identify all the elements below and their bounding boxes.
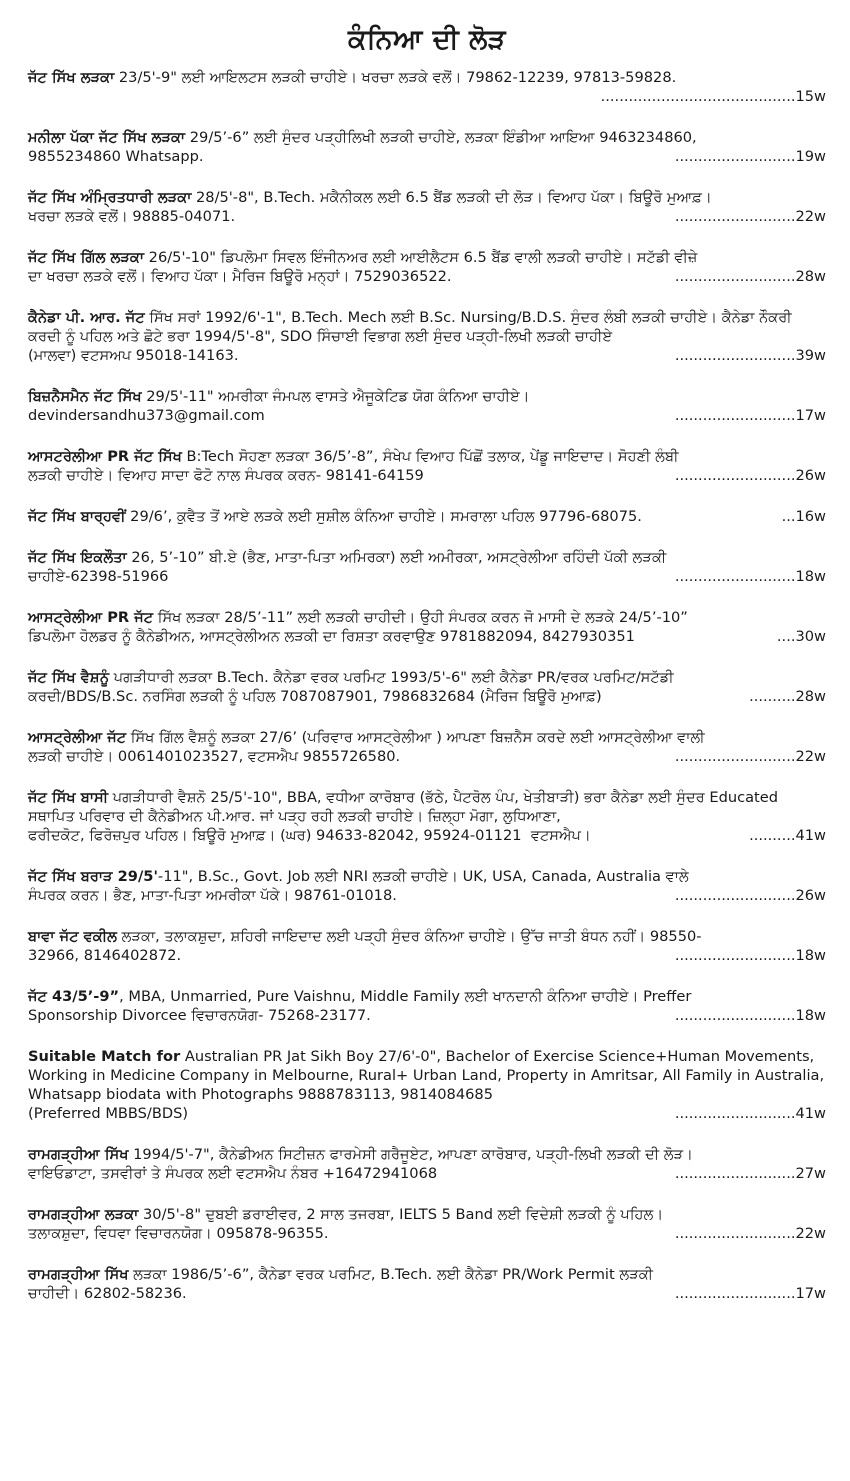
ad-lead: ਕੈਨੇਡਾ ਪੀ. ਆਰ. ਜੱਟ <box>28 309 145 326</box>
ad-code <box>667 207 826 226</box>
ad-tail <box>28 1224 826 1243</box>
ad-code <box>593 87 826 106</box>
ad-last-line: ਚਾਹੀਏ-62398-51966 <box>28 568 169 585</box>
classified-ad <box>28 1205 826 1243</box>
dot-leader: .......................... <box>674 208 796 225</box>
ad-code <box>667 1104 826 1123</box>
ad-lead: ਆਸਟ੍ਰੇਲੀਆ PR ਜੱਟ <box>28 609 154 626</box>
ad-tail <box>28 147 826 166</box>
ad-code-value: 17w <box>795 407 826 424</box>
classified-ad <box>28 987 826 1025</box>
ad-tail <box>28 207 826 226</box>
classified-ad <box>28 867 826 905</box>
ad-last-line: ਚਾਹੀਦੀ। 62802-58236. <box>28 1285 187 1302</box>
ad-last-line: ਦਾ ਖਰਚਾ ਲੜਕੇ ਵਲੋਂ। ਵਿਆਹ ਪੱਕਾ। ਮੈਰਿਜ ਬਿਊਰੋ ਮਨ੍ਹਾਂ। 7529036522. <box>28 268 452 285</box>
dot-leader: .......................... <box>674 1105 796 1122</box>
classified-ad <box>28 548 826 586</box>
ad-text: 23/5'-9" ਲਈ ਆਇਲਟਸ ਲੜਕੀ ਚਾਹੀਏ। ਖਰਚਾ ਲੜਕੇ ਵਲੋਂ। 79862-12239, 97813-59828. <box>114 69 677 86</box>
ad-last-line: ਤਲਾਕਸ਼ੁਦਾ, ਵਿਧਵਾ ਵਿਚਾਰਨਯੋਗ। 095878-96355. <box>28 1225 329 1242</box>
ad-tail <box>28 687 826 706</box>
ad-text: ਪਗੜੀਧਾਰੀ ਵੈਸ਼ਨੋ 25/5'-10", BBA, ਵਧੀਆ ਕਾਰੋਬਾਰ (ਭੱਠੇ, ਪੈਟਰੋਲ ਪੰਪ, ਖੇਤੀਬਾੜੀ) ਭਰਾ ਕੈਨੇਡਾ ਲਈ ਸੁੰਦਰ Educated ਸਥਾਪਿਤ ਪਰਿਵਾਰ ਦੀ ਕੈਨੇਡੀਅਨ ਪੀ.ਆਰ. ਜਾਂ ਪੜ੍ਹ ਰਹੀ ਲੜਕੀ ਚਾਹੀਏ। ਜ਼ਿਲ੍ਹਾ ਮੋਗਾ, ਲੁਧਿਆਣਾ, <box>28 789 779 825</box>
ad-lead: ਰਾਮਗੜ੍ਹੀਆ ਸਿੱਖ <box>28 1146 129 1163</box>
ad-lead: ਬਾਵਾ ਜੱਟ ਵਕੀਲ <box>28 928 117 945</box>
classified-ad <box>28 308 826 365</box>
dot-leader: .... <box>776 628 796 645</box>
classified-ad <box>28 728 826 766</box>
ad-lead: ਮਨੀਲਾ ਪੱਕਾ ਜੱਟ ਸਿੱਖ ਲੜਕਾ <box>28 129 186 146</box>
ad-code-value: 41w <box>795 827 826 844</box>
ad-body <box>28 1205 826 1224</box>
ad-tail <box>28 1006 826 1025</box>
ad-lead: Suitable Match for <box>28 1048 181 1065</box>
ad-last-line: ਲੜਕੀ ਚਾਹੀਏ। ਵਿਆਹ ਸਾਦਾ ਫੋਟੋ ਨਾਲ ਸੰਪਰਕ ਕਰਨ- 98141-64159 <box>28 467 424 484</box>
ad-last-line: (ਮਾਲਵਾ) ਵਟਸਅਪ 95018-14163. <box>28 347 239 364</box>
ad-code-value: 22w <box>795 748 826 765</box>
ad-tail <box>28 946 826 965</box>
classified-ad <box>28 608 826 646</box>
classified-ad <box>28 788 826 845</box>
dot-leader: .......................... <box>674 407 796 424</box>
ad-body <box>28 68 826 87</box>
ad-body <box>28 867 826 886</box>
ad-last-line: ਵਾਇਓਡਾਟਾ, ਤਸਵੀਰਾਂ ਤੇ ਸੰਪਰਕ ਲਈ ਵਟਸਐਪ ਨੰਬਰ +16472941068 <box>28 1165 438 1182</box>
ad-last-line: 9855234860 Whatsapp. <box>28 148 204 165</box>
ad-code-value: 15w <box>795 88 826 105</box>
ad-lead: ਰਾਮਗੜ੍ਹੀਆ ਸਿੱਖ <box>28 1266 129 1283</box>
dot-leader: .......................... <box>674 347 796 364</box>
dot-leader: .......... <box>749 827 796 844</box>
ad-tail <box>28 267 826 286</box>
ad-lead: ਆਸਟ੍ਰੇਲੀਆ ਜੱਟ <box>28 729 127 746</box>
dot-leader: .......................... <box>674 887 796 904</box>
ad-last-line: 29/6’, ਕੁਵੈਤ ਤੋਂ ਆਏ ਲੜਕੇ ਲਈ ਸੁਸ਼ੀਲ ਕੰਨਿਆ ਚਾਹੀਏ। ਸਮਰਾਲਾ ਪਹਿਲ 97796-68075. <box>125 508 642 525</box>
ad-code-value: 30w <box>795 628 826 645</box>
ad-text: ਲੜਕਾ, ਤਲਾਕਸ਼ੁਦਾ, ਸ਼ਹਿਰੀ ਜਾਇਦਾਦ ਲਈ ਪੜ੍ਹੀ ਸੁੰਦਰ ਕੰਨਿਆ ਚਾਹੀਏ। ਉੱਚ ਜਾਤੀ ਬੰਧਨ ਨਹੀਂ। 98550- <box>116 928 702 945</box>
classified-ad <box>28 1047 826 1123</box>
ad-code <box>667 1284 826 1303</box>
ad-lead: ਬਿਜ਼ਨੈਸਮੈਨ ਜੱਟ ਸਿੱਖ <box>28 388 142 405</box>
ad-last-line: ਡਿਪਲੋਮਾ ਹੋਲਡਰ ਨੂੰ ਕੈਨੇਡੀਅਨ, ਆਸਟ੍ਰੇਲੀਅਨ ਲੜਕੀ ਦਾ ਰਿਸ਼ਤਾ ਕਰਵਾਉਣ 9781882094, 8427930351 <box>28 628 635 645</box>
ad-tail <box>28 1284 826 1303</box>
ad-tail <box>28 627 826 646</box>
dot-leader: .......................... <box>674 148 796 165</box>
ad-tail <box>28 466 826 485</box>
ad-tail <box>28 406 826 425</box>
ad-code-value: 19w <box>795 148 826 165</box>
ad-lead: ਜੱਟ ਸਿੱਖ ਬਾਸੀ <box>28 789 109 806</box>
ad-lead: ਜੱਟ ਸਿੱਖ ਇਕਲੌਤਾ <box>28 549 127 566</box>
ad-text: ਪਗੜੀਧਾਰੀ ਲੜਕਾ B.Tech. ਕੈਨੇਡਾ ਵਰਕ ਪਰਮਿਟ 1993/5'-6" ਲਈ ਕੈਨੇਡਾ PR/ਵਰਕ ਪਰਮਿਟ/ਸਟੱਡੀ <box>109 669 674 686</box>
ad-body <box>28 1265 826 1284</box>
dot-leader: .......................... <box>674 1225 796 1242</box>
classified-ad <box>28 1265 826 1303</box>
ad-body <box>28 987 826 1006</box>
dot-leader: ... <box>781 508 796 525</box>
ad-body <box>28 548 826 567</box>
ad-body <box>28 668 826 687</box>
ad-lead: ਜੱਟ ਸਿੱਖ ਅੰਮ੍ਰਿਤਧਾਰੀ ਲੜਕਾ <box>28 189 192 206</box>
ad-lead: ਜੱਟ ਸਿੱਖ ਬਾਰ੍ਹਵੀਂ <box>28 508 126 525</box>
ad-code <box>667 1224 826 1243</box>
ad-code-value: 26w <box>795 887 826 904</box>
ad-lead: ਜੱਟ 43/5’-9” <box>28 988 120 1005</box>
ad-text: 1994/5'-7", ਕੈਨੇਡੀਅਨ ਸਿਟੀਜ਼ਨ ਫਾਰਮੇਸੀ ਗਰੈਜੂਏਟ, ਆਪਣਾ ਕਾਰੋਬਾਰ, ਪੜ੍ਹੀ-ਲਿਖੀ ਲੜਕੀ ਦੀ ਲੋੜ। <box>128 1146 694 1163</box>
ad-code-value: 16w <box>795 508 826 525</box>
ad-text: B:Tech ਸੋਹਣਾ ਲੜਕਾ 36/5’-8”, ਸੰਖੇਪ ਵਿਆਹ ਪਿੱਛੋਂ ਤਲਾਕ, ਪੇਂਡੂ ਜਾਇਦਾਦ। ਸੋਹਣੀ ਲੰਬੀ <box>181 448 679 465</box>
ad-text: 30/5'-8" ਦੁਬਈ ਡਰਾਈਵਰ, 2 ਸਾਲ ਤਜਰਬਾ, IELTS 5 Band ਲਈ ਵਿਦੇਸ਼ੀ ਲੜਕੀ ਨੂੰ ਪਹਿਲ। <box>138 1206 664 1223</box>
ad-text: -11", B.Sc., Govt. Job ਲਈ NRI ਲੜਕੀ ਚਾਹੀਏ। UK, USA, Canada, Australia ਵਾਲੇ <box>157 868 689 885</box>
ad-code-value: 28w <box>795 268 826 285</box>
ad-lead: ਰਾਮਗੜ੍ਹੀਆ ਲੜਕਾ <box>28 1206 139 1223</box>
ad-last-line: ਫਰੀਦਕੋਟ, ਫਿਰੋਜ਼ਪੁਰ ਪਹਿਲ। ਬਿਊਰੋ ਮੁਆਫ਼। (ਘਰ) 94633-82042, 95924-01121 ਵਟਸਐਪ। <box>28 827 591 844</box>
dot-leader: .......................... <box>674 568 796 585</box>
ad-text: ਸਿੱਖ ਸਰਾਂ 1992/6'-1", B.Tech. Mech ਲਈ B.Sc. Nursing/B.D.S. ਸੁੰਦਰ ਲੰਬੀ ਲੜਕੀ ਚਾਹੀਏ। ਕੈਨੇਡਾ ਨੌਕਰੀ ਕਰਦੀ ਨੂੰ ਪਹਿਲ ਅਤੇ ਛੋਟੇ ਭਰਾ 1994/5'-8", SDO ਸਿੰਚਾਈ ਵਿਭਾਗ ਲਈ ਸੁੰਦਰ ਪੜ੍ਹੀ-ਲਿਖੀ ਲੜਕੀ ਚਾਹੀਏ <box>28 309 792 345</box>
ad-body <box>28 188 826 207</box>
ad-body <box>28 387 826 406</box>
ad-code-value: 27w <box>795 1165 826 1182</box>
ad-body <box>28 927 826 946</box>
ad-code <box>667 567 826 586</box>
dot-leader: .......................... <box>674 1285 796 1302</box>
ad-lead: ਜੱਟ ਸਿੱਖ ਲੜਕਾ <box>28 69 115 86</box>
ad-body <box>28 1145 826 1164</box>
ad-code <box>667 346 826 365</box>
ad-code <box>667 886 826 905</box>
dot-leader: .......... <box>749 688 796 705</box>
ad-code-value: 18w <box>795 947 826 964</box>
ad-tail <box>28 1164 826 1183</box>
ad-code <box>769 627 826 646</box>
ad-lead: ਆਸਟਰੇਲੀਆ PR ਜੱਟ ਸਿੱਖ <box>28 448 182 465</box>
ad-text: 29/5'-11" ਅਮਰੀਕਾ ਜੰਮਪਲ ਵਾਸਤੇ ਐਜੂਕੇਟਿਡ ਯੋਗ ਕੰਨਿਆ ਚਾਹੀਏ। <box>141 388 530 405</box>
ad-code <box>667 406 826 425</box>
ad-code <box>667 1006 826 1025</box>
ad-code <box>741 687 826 706</box>
ad-tail <box>28 507 826 526</box>
ad-body <box>28 308 826 346</box>
ad-text: ਸਿੱਖ ਗਿੱਲ ਵੈਸ਼ਨੂੰ ਲੜਕਾ 27/6’ (ਪਰਿਵਾਰ ਆਸਟ੍ਰੇਲੀਆ ) ਆਪਣਾ ਬਿਜ਼ਨੈਸ ਕਰਦੇ ਲਈ ਆਸਟ੍ਰੇਲੀਆ ਵਾਲੀ <box>126 729 705 746</box>
ad-tail <box>28 567 826 586</box>
dot-leader: .......................................... <box>600 88 796 105</box>
ad-code-value: 17w <box>795 1285 826 1302</box>
classified-ad <box>28 927 826 965</box>
ad-tail <box>28 346 826 365</box>
ad-tail <box>28 87 826 106</box>
ad-body <box>28 728 826 747</box>
ad-body <box>28 447 826 466</box>
ad-text: Australian PR Jat Sikh Boy 27/6'-0", Bachelor of Exercise Science+Human Movements, Working in Medicine Company in Melbourne, Rural+ Urban Land, Property in Amritsar, All Family in Australia, Whatsapp biodata with Photographs 9888783113, 9814084685 <box>28 1048 825 1103</box>
ad-text: , MBA, Unmarried, Pure Vaishnu, Middle Family ਲਈ ਖਾਨਦਾਨੀ ਕੰਨਿਆ ਚਾਹੀਏ। Preffer <box>119 988 692 1005</box>
classified-ad <box>28 1145 826 1183</box>
ad-last-line: (Preferred MBBS/BDS) <box>28 1105 189 1122</box>
dot-leader: .......................... <box>674 748 796 765</box>
ad-text: 29/5’-6” ਲਈ ਸੁੰਦਰ ਪੜ੍ਹੀਲਿਖੀ ਲੜਕੀ ਚਾਹੀਏ, ਲੜਕਾ ਇੰਡੀਆ ਆਇਆ 9463234860, <box>185 129 697 146</box>
ad-lead: ਜੱਟ ਸਿੱਖ ਵੈਸ਼ਨੂੰ <box>28 669 110 686</box>
ad-last-line: Sponsorship Divorcee ਵਿਚਾਰਨਯੋਗ- 75268-23177. <box>28 1007 371 1024</box>
ad-code-value: 22w <box>795 1225 826 1242</box>
ad-body <box>28 608 826 627</box>
ad-body <box>28 248 826 267</box>
ad-text: 26/5'-10" ਡਿਪਲੋਮਾ ਸਿਵਲ ਇੰਜੀਨਅਰ ਲਈ ਆਈਲੈਟਸ 6.5 ਬੈਂਡ ਵਾਲੀ ਲੜਕੀ ਚਾਹੀਏ। ਸਟੱਡੀ ਵੀਜ਼ੇ <box>144 249 698 266</box>
ad-lead: ਜੱਟ ਸਿੱਖ ਬਰਾੜ 29/5' <box>28 868 158 885</box>
ad-last-line: ਸੰਪਰਕ ਕਰਨ। ਭੈਣ, ਮਾਤਾ-ਪਿਤਾ ਅਮਰੀਕਾ ਪੱਕੇ। 98761-01018. <box>28 887 397 904</box>
ad-code-value: 18w <box>795 1007 826 1024</box>
ad-text: 28/5'-8", B.Tech. ਮਕੈਨੀਕਲ ਲਈ 6.5 ਬੈਂਡ ਲੜਕੀ ਦੀ ਲੋੜ। ਵਿਆਹ ਪੱਕਾ। ਬਿਊਰੋ ਮੁਆਫ਼। <box>191 189 712 206</box>
ad-last-line: ਲੜਕੀ ਚਾਹੀਏ। 0061401023527, ਵਟਸਐਪ 9855726580. <box>28 748 401 765</box>
classified-ad <box>28 68 826 106</box>
classified-ad <box>28 128 826 166</box>
ad-body <box>28 788 826 826</box>
classified-ad <box>28 447 826 485</box>
ad-body <box>28 128 826 147</box>
dot-leader: .......................... <box>674 947 796 964</box>
ad-code-value: 26w <box>795 467 826 484</box>
ad-code <box>667 267 826 286</box>
ad-code <box>741 826 826 845</box>
ad-last-line: devindersandhu373@gmail.com <box>28 407 265 424</box>
ad-code-value: 41w <box>795 1105 826 1122</box>
ad-tail <box>28 886 826 905</box>
dot-leader: .......................... <box>674 1165 796 1182</box>
dot-leader: .......................... <box>674 268 796 285</box>
ad-code-value: 28w <box>795 688 826 705</box>
ad-tail <box>28 826 826 845</box>
classified-ad <box>28 507 826 526</box>
dot-leader: .......................... <box>674 1007 796 1024</box>
ad-code <box>667 747 826 766</box>
ad-last-line: ਕਰਦੀ/BDS/B.Sc. ਨਰਸਿੰਗ ਲੜਕੀ ਨੂੰ ਪਹਿਲ 7087087901, 7986832684 (ਮੈਰਿਜ ਬਿਊਰੋ ਮੁਆਫ਼) <box>28 688 602 705</box>
classified-ad <box>28 188 826 226</box>
ad-lead: ਜੱਟ ਸਿੱਖ ਗਿੱਲ ਲੜਕਾ <box>28 249 145 266</box>
ad-code-value: 18w <box>795 568 826 585</box>
ad-code <box>667 466 826 485</box>
ad-code <box>667 1164 826 1183</box>
ad-code-value: 39w <box>795 347 826 364</box>
ad-text: ਲੜਕਾ 1986/5’-6”, ਕੈਨੇਡਾ ਵਰਕ ਪਰਮਿਟ, B.Tech. ਲਈ ਕੈਨੇਡਾ PR/Work Permit ਲੜਕੀ <box>128 1266 654 1283</box>
ad-tail <box>28 747 826 766</box>
ad-text: 26, 5’-10” ਬੀ.ਏ (ਭੈਣ, ਮਾਤਾ-ਪਿਤਾ ਅਮਿਰਕਾ) ਲਈ ਅਮੀਰਕਾ, ਅਸਟ੍ਰੇਲੀਆ ਰਹਿੰਦੀ ਪੱਕੀ ਲੜਕੀ <box>126 549 667 566</box>
classified-ad <box>28 387 826 425</box>
ad-text: ਸਿੱਖ ਲੜਕਾ 28/5’-11” ਲਈ ਲੜਕੀ ਚਾਹੀਦੀ। ਉਹੀ ਸੰਪਰਕ ਕਰਨ ਜੋ ਮਾਸੀ ਦੇ ਲੜਕੇ 24/5’-10” <box>153 609 688 626</box>
dot-leader: .......................... <box>674 467 796 484</box>
ad-code <box>667 946 826 965</box>
ad-code <box>667 147 826 166</box>
ad-single-line <box>28 507 642 526</box>
classified-ad <box>28 668 826 706</box>
ad-last-line: 32966, 8146402872. <box>28 947 182 964</box>
ad-last-line: ਖਰਚਾ ਲੜਕੇ ਵਲੋਂ। 98885-04071. <box>28 208 236 225</box>
ad-code-value: 22w <box>795 208 826 225</box>
ads-list <box>28 68 826 1303</box>
ad-body <box>28 1047 826 1104</box>
classified-ad <box>28 248 826 286</box>
ad-tail <box>28 1104 826 1123</box>
ad-code <box>774 507 826 526</box>
page-title: ਕੰਨਿਆ ਦੀ ਲੋੜ <box>347 24 507 55</box>
